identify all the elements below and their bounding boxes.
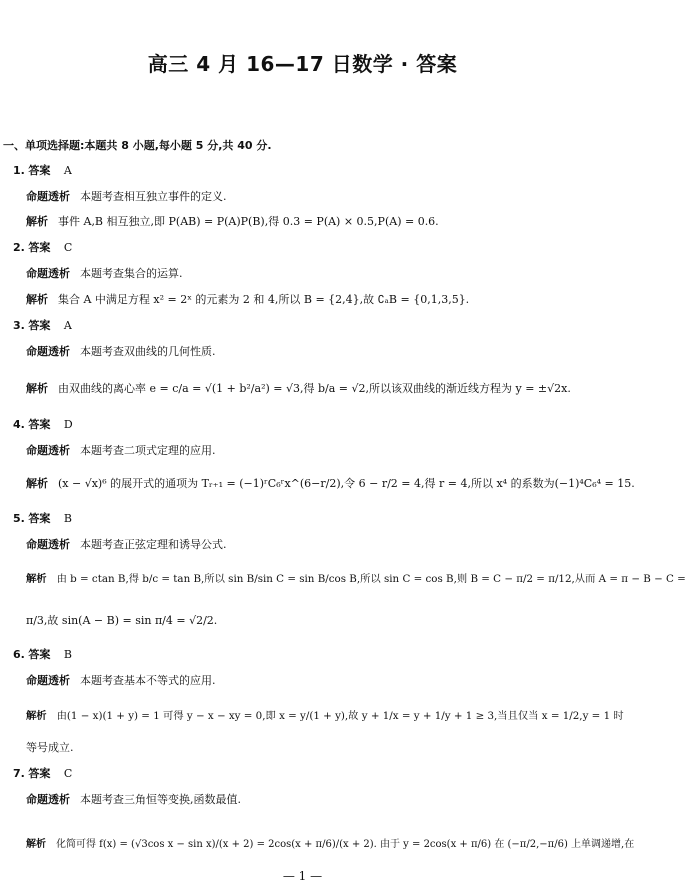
q2-answer-value: C [63,241,73,254]
q1-insight-text: 本题考查相互独立事件的定义. [80,190,227,203]
q3-insight-text: 本题考查双曲线的几何性质. [80,345,216,358]
q6-analysis-continued: 等号成立. [26,741,74,754]
q6-answer-label: 答案 [28,648,51,661]
q3-insight-line [0,345,626,359]
q7-answer-label: 答案 [28,767,51,780]
q3-analysis-line [0,382,626,396]
q3-answer-value: A [63,319,72,332]
q4-answer-line [0,418,613,432]
page-number: — 1 — [282,869,323,883]
page-title: 高三 4 月 16—17 日数学 · 答案 [147,52,458,76]
q5-answer-line [0,512,613,526]
q2-analysis-line [0,293,626,307]
q4-analysis-line [0,477,635,491]
q2-analysis-label: 解析 [26,293,48,306]
q6-analysis-line [0,709,626,723]
q4-analysis-text: (x − √x)⁶ 的展开式的通项为 Tᵣ₊₁ = (−1)ʳC₆ʳx^(6−r/2),令 6 − r/2 = 4,得 r = 4,所以 x⁴ 的系数为(−1)⁴C₆⁴ = 15. [58,477,635,490]
q6-insight-text: 本题考查基本不等式的应用. [80,674,216,687]
q4-insight-label: 命题透析 [26,444,70,457]
q1-number: 1. [13,164,25,177]
q5-insight-line [0,538,626,552]
q5-insight-text: 本题考查正弦定理和诱导公式. [80,538,227,551]
q7-insight-text: 本题考查三角恒等变换,函数最值. [80,793,241,806]
q7-analysis-label: 解析 [26,839,46,850]
section-header: 一、单项选择题:本题共 8 小题,每小题 5 分,共 40 分. [3,139,272,152]
q6-analysis-text: 由(1 − x)(1 + y) = 1 可得 y − x − xy = 0,即 x = y/(1 + y),故 y + 1/x = y + 1/y + 1 ≥ 3,当且仅当 x = 1/2,y = 1 时 [56,710,624,722]
q3-answer-line [0,319,613,333]
q7-insight-label: 命题透析 [26,793,70,806]
q7-insight-line [0,793,626,807]
q1-analysis-label: 解析 [26,215,48,228]
q7-analysis-text: 化简可得 f(x) = (√3cos x − sin x)/(x + 2) = 2cos(x + π/6)/(x + 2). 由于 y = 2cos(x + π/6) 在 (−π/2,−π/6) 上单调递增,在 [56,839,635,850]
q4-analysis-label: 解析 [26,477,48,490]
q3-insight-label: 命题透析 [26,345,70,358]
q3-analysis-label: 解析 [26,382,48,395]
q6-insight-label: 命题透析 [26,674,70,687]
q1-answer-value: A [63,164,72,177]
q7-answer-line [0,767,613,781]
q3-analysis-text: 由双曲线的离心率 e = c/a = √(1 + b²/a²) = √3,得 b/a = √2,所以该双曲线的渐近线方程为 y = ±√2x. [58,382,571,395]
q1-insight-line [0,190,626,204]
q5-answer-label: 答案 [28,512,51,525]
q4-number: 4. [13,418,25,431]
q5-analysis-line [0,572,686,586]
q5-number: 5. [13,512,25,525]
q2-insight-label: 命题透析 [26,267,70,280]
q1-answer-label: 答案 [28,164,51,177]
q1-analysis-text: 事件 A,B 相互独立,即 P(AB) = P(A)P(B),得 0.3 = P(A) × 0.5,P(A) = 0.6. [58,215,439,228]
q6-answer-value: B [63,648,72,661]
q2-insight-text: 本题考查集合的运算. [80,267,183,280]
q5-analysis-text: 由 b = ctan B,得 b/c = tan B,所以 sin B/sin C = sin B/cos B,所以 sin C = cos B,则 B = C − π/2 = π/12,从而 A = π − B − C = [56,573,686,585]
q2-insight-line [0,267,626,281]
q1-answer-line [0,164,613,178]
q1-insight-label: 命题透析 [26,190,70,203]
q2-analysis-text: 集合 A 中满足方程 x² = 2ˣ 的元素为 2 和 4,所以 B = {2,4},故 ∁ₐB = {0,1,3,5}. [58,293,470,306]
q1-analysis-line [0,215,626,229]
q6-answer-line [0,648,613,662]
q2-answer-label: 答案 [28,241,51,254]
q3-number: 3. [13,319,25,332]
q6-insight-line [0,674,626,688]
q4-answer-label: 答案 [28,418,51,431]
q6-analysis-label: 解析 [26,710,47,722]
q7-analysis-line [0,838,635,852]
q5-answer-value: B [63,512,72,525]
q2-number: 2. [13,241,25,254]
q5-analysis-continued: π/3,故 sin(A − B) = sin π/4 = √2/2. [26,614,218,627]
q6-number: 6. [13,648,25,661]
q7-answer-value: C [63,767,73,780]
q4-insight-text: 本题考查二项式定理的应用. [80,444,216,457]
q3-answer-label: 答案 [28,319,51,332]
q4-insight-line [0,444,626,458]
q5-analysis-label: 解析 [26,573,47,585]
q2-answer-line [0,241,613,255]
q7-number: 7. [13,767,25,780]
q4-answer-value: D [63,418,73,431]
q5-insight-label: 命题透析 [26,538,70,551]
